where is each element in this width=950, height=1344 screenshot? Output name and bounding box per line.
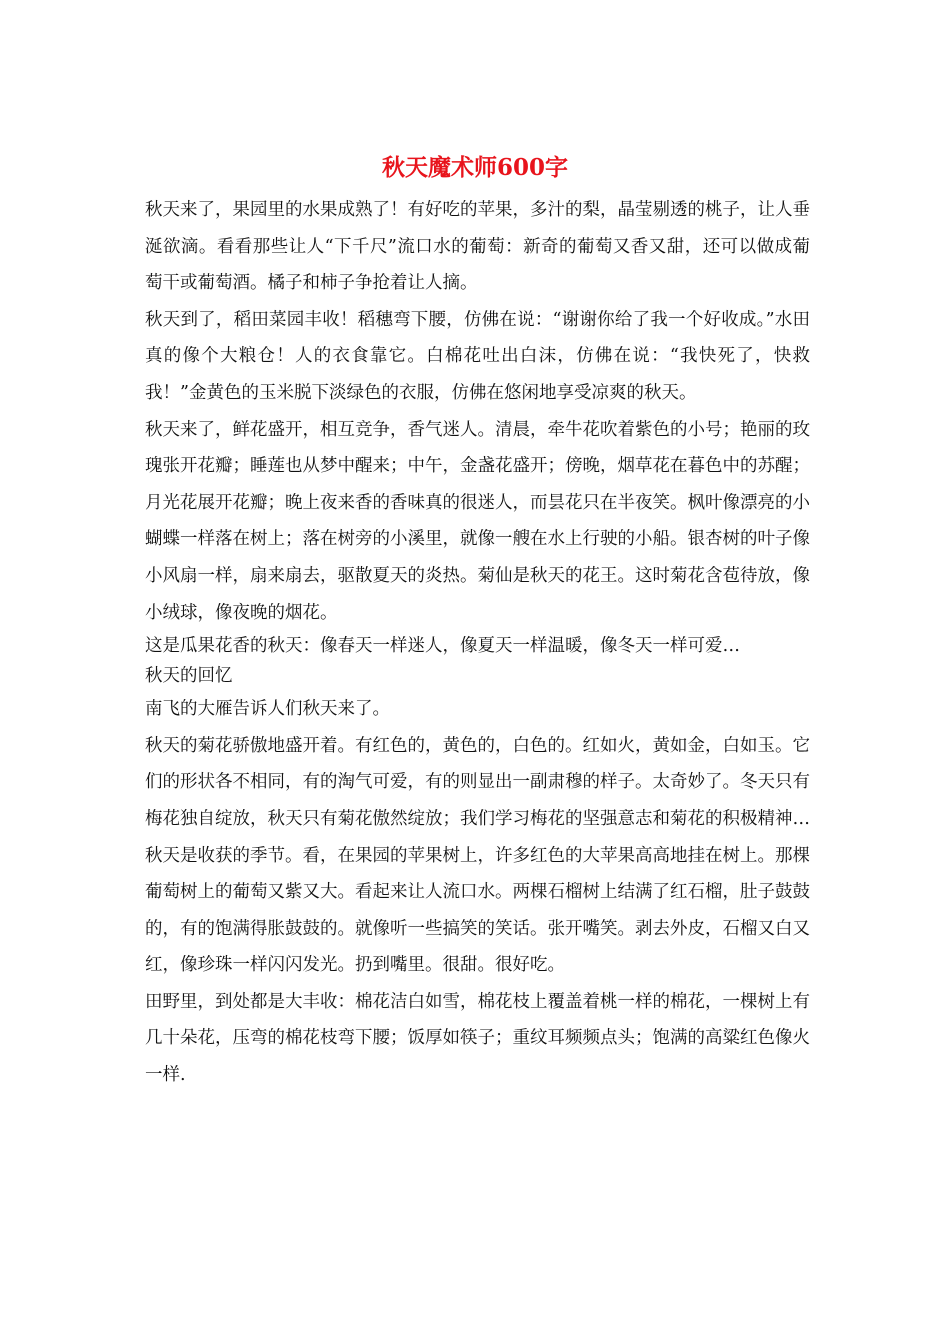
- paragraph-fields-bumper-crop: 田野里，到处都是大丰收：棉花洁白如雪，棉花枝上覆盖着桃一样的棉花，一棵树上有几十朵花，压弯的棉花枝弯下腰；饭厚如筷子；重纹耳频频点头；饱满的高粱红色像火一样.: [145, 991, 810, 1086]
- section-heading-autumn-memory: 秋天的回忆: [145, 666, 233, 687]
- paragraph-summary: 这是瓜果花香的秋天：像春天一样迷人，像夏天一样温暖，像冬天一样可爱…: [145, 636, 740, 657]
- document-title: 秋天魔术师600字: [381, 154, 568, 181]
- paragraph-orchard: 秋天来了，果园里的水果成熟了！有好吃的苹果，多汁的梨，晶莹剔透的桃子，让人垂涎欲滴。看看那些让人“下千尺”流口水的葡萄：新奇的葡萄又香又甜，还可以做成葡萄干或葡萄酒。橘子和柿子争抢着让人摘。: [145, 200, 810, 294]
- document-body: [145, 192, 810, 1094]
- paragraph-flowers: 秋天来了，鲜花盛开，相互竞争，香气迷人。清晨，牵牛花吹着紫色的小号；艳丽的玫瑰张开花瓣；睡莲也从梦中醒来；中午，金盏花盛开；傍晚，烟草花在暮色中的苏醒；月光花展开花瓣；晚上夜来香的香味真的很迷人，而昙花只在半夜笑。枫叶像漂亮的小蝴蝶一样落在树上；落在树旁的小溪里，就像一艘在水上行驶的小船。银杏树的叶子像小风扇一样，扇来扇去，驱散夏天的炎热。菊仙是秋天的花王。这时菊花含苞待放，像小绒球，像夜晚的烟花。: [145, 419, 810, 623]
- paragraph-harvest-fields: 秋天到了，稻田菜园丰收！稻穗弯下腰，仿佛在说：“谢谢你给了我一个好收成。”水田真的像个大粮仓！人的衣食靠它。白棉花吐出白沫，仿佛在说：“我快死了，快救我！”金黄色的玉米脱下淡绿色的衣服，仿佛在悠闲地享受凉爽的秋天。: [145, 309, 810, 403]
- paragraph-wild-geese: 南飞的大雁告诉人们秋天来了。: [145, 699, 390, 720]
- paragraph-harvest-season: 秋天是收获的季节。看，在果园的苹果树上，许多红色的大苹果高高地挂在树上。那棵葡萄树上的葡萄又紫又大。看起来让人流口水。两棵石榴树上结满了红石榴，肚子鼓鼓的，有的饱满得胀鼓鼓的。就像听一些搞笑的笑话。张开嘴笑。剥去外皮，石榴又白又红，像珍珠一样闪闪发光。扔到嘴里。很甜。很好吃。: [145, 845, 810, 976]
- paragraph-chrysanthemums: 秋天的菊花骄傲地盛开着。有红色的，黄色的，白色的。红如火，黄如金，白如玉。它们的形状各不相同，有的淘气可爱，有的则显出一副肃穆的样子。太奇妙了。冬天只有梅花独自绽放，秋天只有菊花傲然绽放；我们学习梅花的坚强意志和菊花的积极精神…: [145, 735, 810, 829]
